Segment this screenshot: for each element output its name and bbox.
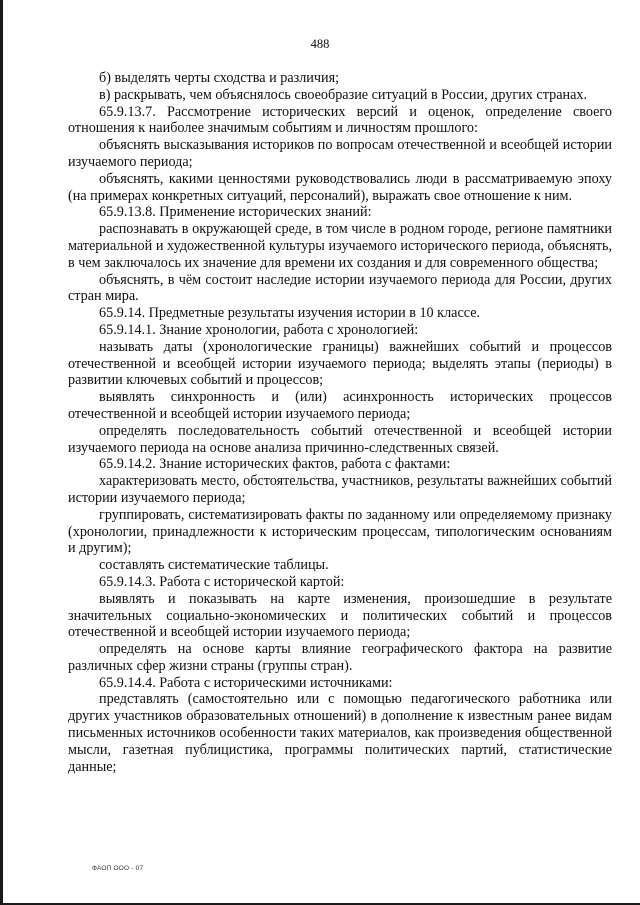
paragraph: 65.9.14.4. Работа с историческими источниками:: [99, 674, 393, 691]
paragraph: объяснять высказывания историков по вопросам отечественной и всеобщей истории изучаемого периода;: [68, 137, 612, 170]
footer-label: ФАОП ООО - 07: [92, 865, 144, 872]
scan-left-edge: [0, 0, 3, 905]
paragraph: называть даты (хронологические границы) важнейших событий и процессов отечественной и всеобщей истории изучаемого периода; выделять этапы (периоды) в развитии ключевых событий и процессов;: [68, 338, 612, 389]
paragraph: 65.9.13.8. Применение исторических знаний:: [99, 204, 372, 221]
paragraph: б) выделять черты сходства и различия;: [99, 70, 340, 86]
paragraph: 65.9.13.7. Рассмотрение исторических версий и оценок, определение своего отношения к наиболее значимым событиям и личностям прошлого:: [68, 103, 612, 137]
paragraph: 65.9.14.2. Знание исторических фактов, работа с фактами:: [99, 456, 451, 473]
body-text: [68, 70, 612, 775]
paragraph: 65.9.14.1. Знание хронологии, работа с хронологией:: [99, 321, 419, 338]
paragraph: объяснять, в чём состоит наследие истории изучаемого периода для России, других стран мира.: [68, 271, 612, 305]
paragraph: выявлять и показывать на карте изменения, произошедшие в результате значительных социально-экономических и политических событий и процессов отечественной и всеобщей истории изучаемого периода;: [68, 590, 612, 641]
paragraph: определять на основе карты влияние географического фактора на развитие различных сфер жизни страны (группы стран).: [68, 641, 612, 674]
paragraph: определять последовательность событий отечественной и всеобщей истории изучаемого периода на основе анализа причинно-следственных связей.: [68, 422, 612, 456]
paragraph: характеризовать место, обстоятельства, участников, результаты важнейших событий истории изучаемого периода;: [68, 473, 612, 506]
paragraph: группировать, систематизировать факты по заданному или определяемому признаку (хронологии, принадлежности к историческим процессам, типологическим основаниям и другим);: [68, 506, 612, 557]
paragraph: представлять (самостоятельно или с помощью педагогического работника или других участников образовательных отношений) в дополнение к известным ранее видам письменных источников особенности таких материалов, как произведения общественной мысли, газетная публицистика, программы политических партий, статистические данные;: [68, 691, 612, 775]
paragraph: 65.9.14. Предметные результаты изучения истории в 10 классе.: [99, 305, 481, 322]
paragraph: 65.9.14.3. Работа с исторической картой:: [99, 573, 345, 590]
page-number: 488: [310, 37, 330, 51]
paragraph: распознавать в окружающей среде, в том числе в родном городе, регионе памятники материальной и художественной культуры изучаемого исторического периода, объяснять, в чем заключалось их значение для времени их создания и для современного общества;: [68, 221, 612, 271]
paragraph: составлять систематические таблицы.: [99, 557, 329, 574]
paragraph: в) раскрывать, чем объяснялось своеобразие ситуаций в России, других странах.: [99, 86, 588, 103]
paragraph: выявлять синхронность и (или) асинхронность исторических процессов отечественной и всеобщей истории изучаемого периода;: [68, 389, 612, 422]
paragraph: объяснять, какими ценностями руководствовались люди в рассматриваемую эпоху (на примерах конкретных ситуаций, персоналий), выражать свое отношение к ним.: [68, 170, 612, 204]
